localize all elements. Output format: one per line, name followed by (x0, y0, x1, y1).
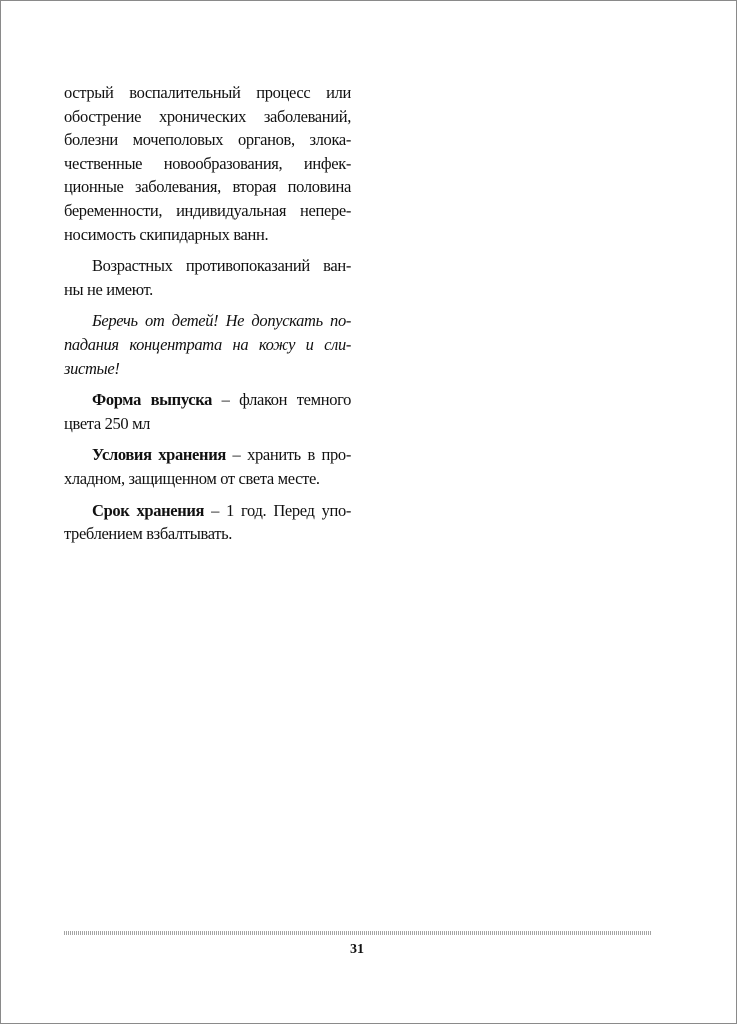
text-line: острый воспалительный процесс или (64, 83, 351, 102)
text-line (64, 443, 351, 467)
shelf-life-paragraph (64, 499, 351, 546)
storage-conditions-text: – хранить в про- (225, 445, 351, 465)
text-line: хладном, защищенном от света месте. (64, 468, 320, 488)
text-line: чественные новообразования, инфек- (64, 153, 351, 173)
release-form-text: – флакон темного (212, 390, 351, 410)
text-line: ны не имеют. (64, 279, 153, 299)
text-line: беременности, индивидуальная непере- (64, 200, 351, 220)
text-line: болезни мочеполовых органов, злока- (64, 130, 351, 150)
warning-paragraph (64, 309, 351, 380)
text-line: зистые! (64, 358, 120, 378)
text-line: Возрастных противопоказаний ван- (92, 256, 351, 276)
text-line: падания концентрата на кожу и сли- (64, 334, 351, 354)
text-column (64, 81, 351, 554)
text-line: цвета 250 мл (64, 413, 151, 433)
storage-conditions-paragraph (64, 443, 351, 490)
text-line (64, 388, 351, 412)
release-form-paragraph (64, 388, 351, 435)
text-line: обострение хронических заболеваний, (64, 106, 351, 126)
text-line (64, 499, 351, 523)
text-line: треблением взбалтывать. (64, 524, 233, 544)
footer-rule (64, 931, 651, 935)
shelf-life-text: – 1 год. Перед упо- (204, 500, 352, 520)
contraindications-paragraph (64, 81, 351, 246)
text-line: ционные заболевания, вторая половина (64, 177, 351, 197)
storage-conditions-heading: Условия хранения (92, 445, 226, 465)
text-line: Беречь от детей! Не допускать по- (92, 311, 351, 331)
age-contraindications-paragraph (64, 254, 351, 301)
page-number: 31 (350, 942, 364, 957)
text-line: носимость скипидарных ванн. (64, 224, 269, 244)
shelf-life-heading: Срок хранения (92, 500, 205, 520)
release-form-heading: Форма выпуска (92, 390, 213, 410)
